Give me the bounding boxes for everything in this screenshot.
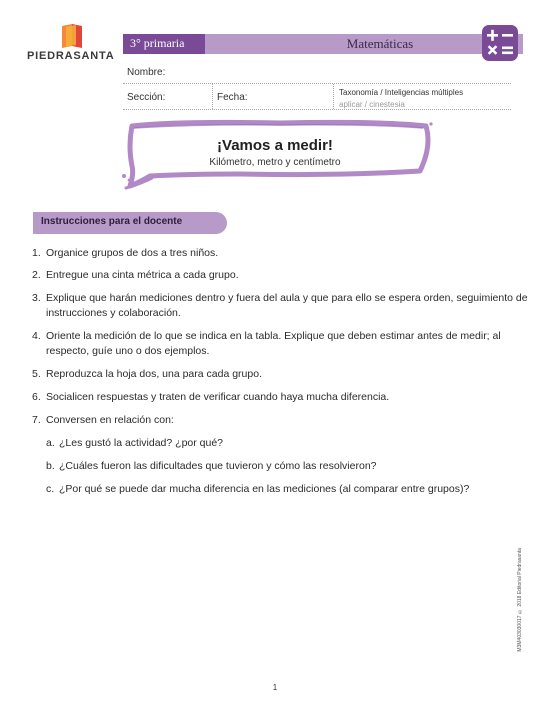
item-text: Reproduzca la hoja dos, una para cada grupo. [46,368,262,380]
item-number: 4. [32,330,41,342]
sub-item-text: ¿Por qué se puede dar mucha diferencia en las mediciones (al comparar entre grupos)? [59,483,470,495]
sub-item-letter: a. [46,437,55,449]
sub-item-text: ¿Cuáles fueron las dificultades que tuvieron y cómo las resolvieron? [59,460,377,472]
page-number: 1 [272,683,278,692]
item-text: Conversen en relación con: [46,414,174,426]
item-text: Organice grupos de dos a tres niños. [46,247,219,259]
taxonomy-label: Taxonomía / Inteligencias múltiples [339,88,464,97]
item-number: 5. [32,368,41,380]
sub-list-item [46,436,526,451]
list-item [32,291,530,321]
sub-list-item [46,459,526,474]
list-item [32,268,530,283]
seccion-line [123,109,511,110]
list-item [32,390,530,405]
form-divider [212,84,213,109]
taxonomy-values: aplicar / cinestesia [339,100,405,109]
subject-title: Matemáticas [346,36,414,51]
item-number: 7. [32,414,41,426]
list-item [32,413,530,428]
math-operations-icon [481,24,519,62]
sub-item-text: ¿Les gustó la actividad? ¿por qué? [59,437,224,449]
section-title: Instrucciones para el docente [41,216,183,227]
item-number: 6. [32,391,41,403]
nombre-line [123,83,511,84]
grade-label: 3° primaria [130,36,185,50]
title-banner [120,116,440,196]
brand-name: PIEDRASANTA [27,50,115,62]
item-text: Socialicen respuestas y traten de verificar cuando haya mucha diferencia. [46,391,390,403]
sub-list-item [46,482,526,497]
item-text: Explique que harán mediciones dentro y fuera del aula y que para ello se espera orden, seguimiento de instrucciones y colaboración. [46,292,528,319]
book-logo-icon [60,24,86,48]
item-number: 3. [32,292,41,304]
nombre-label: Nombre: [127,67,166,78]
form-divider [333,84,334,109]
list-item [32,367,530,382]
activity-title: ¡Vamos a medir! [217,137,333,154]
seccion-label: Sección: [127,92,166,103]
copyright-note: M3M403030017 © 2018 Editorial Piedrasanta [517,548,523,652]
item-number: 2. [32,269,41,281]
sub-item-letter: c. [46,483,55,495]
item-number: 1. [32,247,41,259]
item-text: Entregue una cinta métrica a cada grupo. [46,269,239,281]
item-text: Oriente la medición de lo que se indica en la tabla. Explique que deben estimar antes de medir; al respecto, guíe uno o dos ejemplos. [46,330,501,357]
fecha-label: Fecha: [217,92,248,103]
activity-subtitle: Kilómetro, metro y centímetro [209,157,341,168]
list-item [32,329,530,359]
sub-item-letter: b. [46,460,55,472]
list-item [32,246,530,261]
